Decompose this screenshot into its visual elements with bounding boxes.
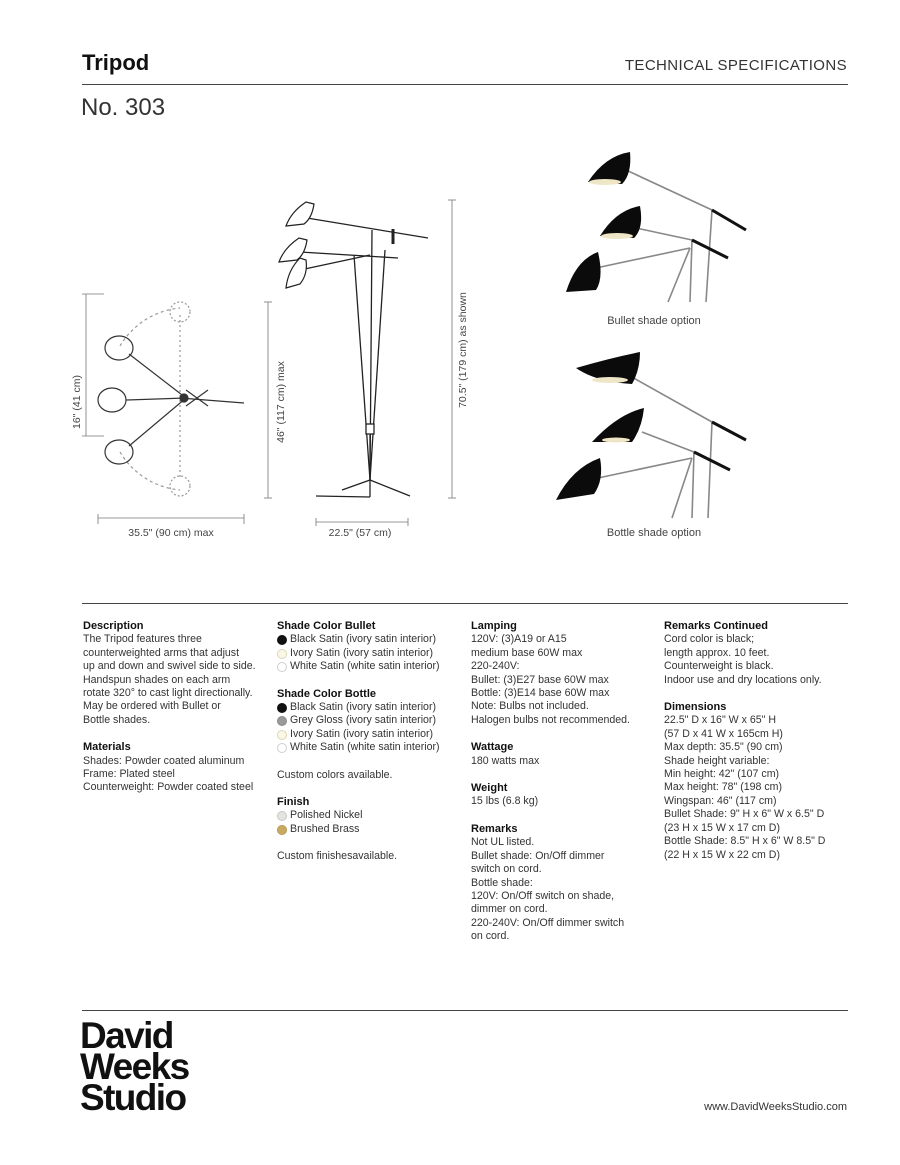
logo-line: Weeks — [80, 1046, 189, 1087]
lamping-line: 120V: (3)A19 or A15 — [471, 633, 567, 646]
description-heading: Description — [83, 620, 144, 632]
website-link[interactable]: www.DavidWeeksStudio.com — [704, 1101, 847, 1113]
materials-line: Shades: Powder coated aluminum — [83, 754, 245, 767]
color-swatch-icon — [277, 703, 287, 713]
description-line: rotate 320° to cast light directionally. — [83, 687, 253, 700]
color-swatch-icon — [277, 635, 287, 645]
color-option — [277, 714, 465, 727]
remarks-continued-line: Indoor use and dry locations only. — [664, 673, 822, 686]
dimensions-line: Max depth: 35.5" (90 cm) — [664, 741, 783, 754]
materials-section — [83, 741, 273, 795]
dim-max-height: 46" (117 cm) max — [275, 361, 287, 443]
bullet-shade-caption: Bullet shade option — [607, 315, 701, 327]
wattage-heading: Wattage — [471, 741, 514, 754]
remarks-line: Bullet shade: On/Off dimmer — [471, 849, 605, 862]
bullet-shade-illustration — [566, 152, 746, 302]
wattage-section — [471, 741, 659, 768]
bottle-shade-caption: Bottle shade option — [606, 527, 702, 539]
materials-line: Frame: Plated steel — [83, 768, 175, 781]
spec-column-3 — [471, 620, 659, 958]
description-line: The Tripod features three — [83, 633, 202, 646]
spec-column-2 — [277, 620, 465, 878]
color-option-label: White Satin (white satin interior) — [290, 660, 440, 673]
model-number: No. 303 — [81, 94, 166, 121]
materials-line: Counterweight: Powder coated steel — [83, 781, 254, 794]
remarks-continued-line: Counterweight is black. — [664, 660, 774, 673]
color-option-label: Grey Gloss (ivory satin interior) — [290, 714, 436, 727]
finish-option-label: Brushed Brass — [290, 822, 360, 835]
custom-colors-note — [277, 769, 465, 782]
color-option-label: Ivory Satin (ivory satin interior) — [290, 727, 434, 740]
description-line: Bottle shades. — [83, 713, 151, 726]
dimensions-line: Wingspan: 46" (117 cm) — [664, 794, 777, 807]
shade-color-bottle-section — [277, 688, 465, 755]
color-option-label: Black Satin (ivory satin interior) — [290, 701, 437, 714]
specs-divider — [82, 603, 848, 604]
color-option-label: Ivory Satin (ivory satin interior) — [290, 646, 434, 659]
color-option — [277, 728, 465, 741]
lamping-line: medium base 60W max — [471, 646, 583, 659]
brand-logo — [80, 1015, 189, 1118]
color-option-label: White Satin (white satin interior) — [290, 741, 440, 754]
weight-section — [471, 782, 659, 809]
logo-line: Studio — [80, 1077, 186, 1118]
logo-line: David — [80, 1015, 173, 1056]
description-section — [83, 620, 273, 727]
spec-column-1 — [83, 620, 273, 809]
custom-colors-text: Custom colors available. — [277, 768, 393, 781]
shade-color-bottle-heading: Shade Color Bottle — [277, 687, 377, 700]
lamping-line: Bottle: (3)E14 base 60W max — [471, 687, 610, 700]
custom-finishes-note — [277, 850, 465, 863]
color-swatch-icon — [277, 662, 287, 672]
lamping-heading: Lamping — [471, 620, 517, 632]
lamping-section — [471, 620, 659, 727]
product-title: Tripod — [82, 50, 150, 75]
color-option — [277, 741, 465, 754]
color-swatch-icon — [277, 730, 287, 740]
dimensions-line: (22 H x 15 W x 22 cm D) — [664, 848, 780, 861]
color-option — [277, 701, 465, 714]
color-option — [277, 660, 465, 673]
weight-line: 15 lbs (6.8 kg) — [471, 795, 539, 808]
description-line: May be ordered with Bullet or — [83, 700, 221, 713]
description-line: counterweighted arms that adjust — [83, 646, 240, 659]
document-type: TECHNICAL SPECIFICATIONS — [624, 57, 847, 74]
remarks-line: Bottle shade: — [471, 876, 533, 889]
lamping-line: Note: Bulbs not included. — [471, 700, 589, 713]
dimensions-line: Shade height variable: — [664, 754, 770, 767]
materials-heading: Materials — [83, 741, 131, 754]
plan-view-drawing — [98, 302, 244, 496]
description-line: Handspun shades on each arm — [83, 673, 231, 686]
dimensions-line: Bullet Shade: 9" H x 6" W x 6.5" D — [664, 808, 825, 821]
remarks-continued-heading: Remarks Continued — [664, 620, 768, 632]
dimensions-line: (57 D x 41 W x 165cm H) — [664, 727, 783, 740]
color-swatch-icon — [277, 743, 287, 753]
remarks-line: 120V: On/Off switch on shade, — [471, 889, 615, 902]
color-option — [277, 647, 465, 660]
dimensions-line: Min height: 42" (107 cm) — [664, 768, 780, 781]
bottle-shade-illustration — [556, 352, 746, 518]
finish-option-label: Polished Nickel — [290, 809, 363, 822]
finish-swatch-icon — [277, 811, 287, 821]
description-line: up and down and swivel side to side. — [83, 660, 256, 673]
dimensions-line: (23 H x 15 W x 17 cm D) — [664, 821, 780, 834]
header-divider — [82, 84, 848, 85]
lamping-line: Bullet: (3)E27 base 60W max — [471, 673, 609, 686]
remarks-section — [471, 823, 659, 944]
finish-option — [277, 809, 465, 822]
footer-divider — [82, 1010, 848, 1011]
lamping-line: 220-240V: — [471, 660, 520, 673]
remarks-continued-line: Cord color is black; — [664, 633, 755, 646]
dim-height-shown: 70.5" (179 cm) as shown — [457, 292, 469, 408]
dim-plan-height: 16" (41 cm) — [71, 375, 83, 429]
remarks-continued-section — [664, 620, 850, 687]
dimensions-section — [664, 701, 850, 862]
finish-section — [277, 796, 465, 836]
shade-color-bullet-heading: Shade Color Bullet — [277, 620, 376, 632]
remarks-line: Not UL listed. — [471, 836, 535, 849]
remarks-continued-line: length approx. 10 feet. — [664, 646, 770, 659]
remarks-line: switch on cord. — [471, 863, 542, 876]
color-swatch-icon — [277, 716, 287, 726]
finish-swatch-icon — [277, 825, 287, 835]
dim-base-width: 22.5" (57 cm) — [328, 527, 392, 539]
color-swatch-icon — [277, 649, 287, 659]
weight-heading: Weight — [471, 782, 508, 795]
dim-plan-width: 35.5" (90 cm) max — [128, 527, 214, 539]
lamping-line: Halogen bulbs not recommended. — [471, 713, 631, 726]
shade-color-bullet-section — [277, 620, 465, 674]
remarks-heading: Remarks — [471, 822, 518, 835]
finish-heading: Finish — [277, 796, 310, 809]
dimensions-line: Max height: 78" (198 cm) — [664, 781, 782, 794]
wattage-line: 180 watts max — [471, 754, 540, 767]
dimensions-line: Bottle Shade: 8.5" H x 6" W 8.5" D — [664, 835, 826, 848]
dimensions-heading: Dimensions — [664, 701, 727, 714]
remarks-line: 220-240V: On/Off dimmer switch — [471, 916, 625, 929]
elevation-view-drawing — [300, 218, 428, 497]
spec-column-4 — [664, 620, 850, 876]
technical-drawings — [0, 140, 900, 550]
dimensions-line: 22.5" D x 16" W x 65" H — [664, 714, 776, 727]
remarks-line: dimmer on cord. — [471, 903, 548, 916]
color-option-label: Black Satin (ivory satin interior) — [290, 633, 437, 646]
finish-option — [277, 823, 465, 836]
custom-finishes-text: Custom finishesavailable. — [277, 850, 398, 863]
color-option — [277, 633, 465, 646]
remarks-line: on cord. — [471, 930, 510, 943]
